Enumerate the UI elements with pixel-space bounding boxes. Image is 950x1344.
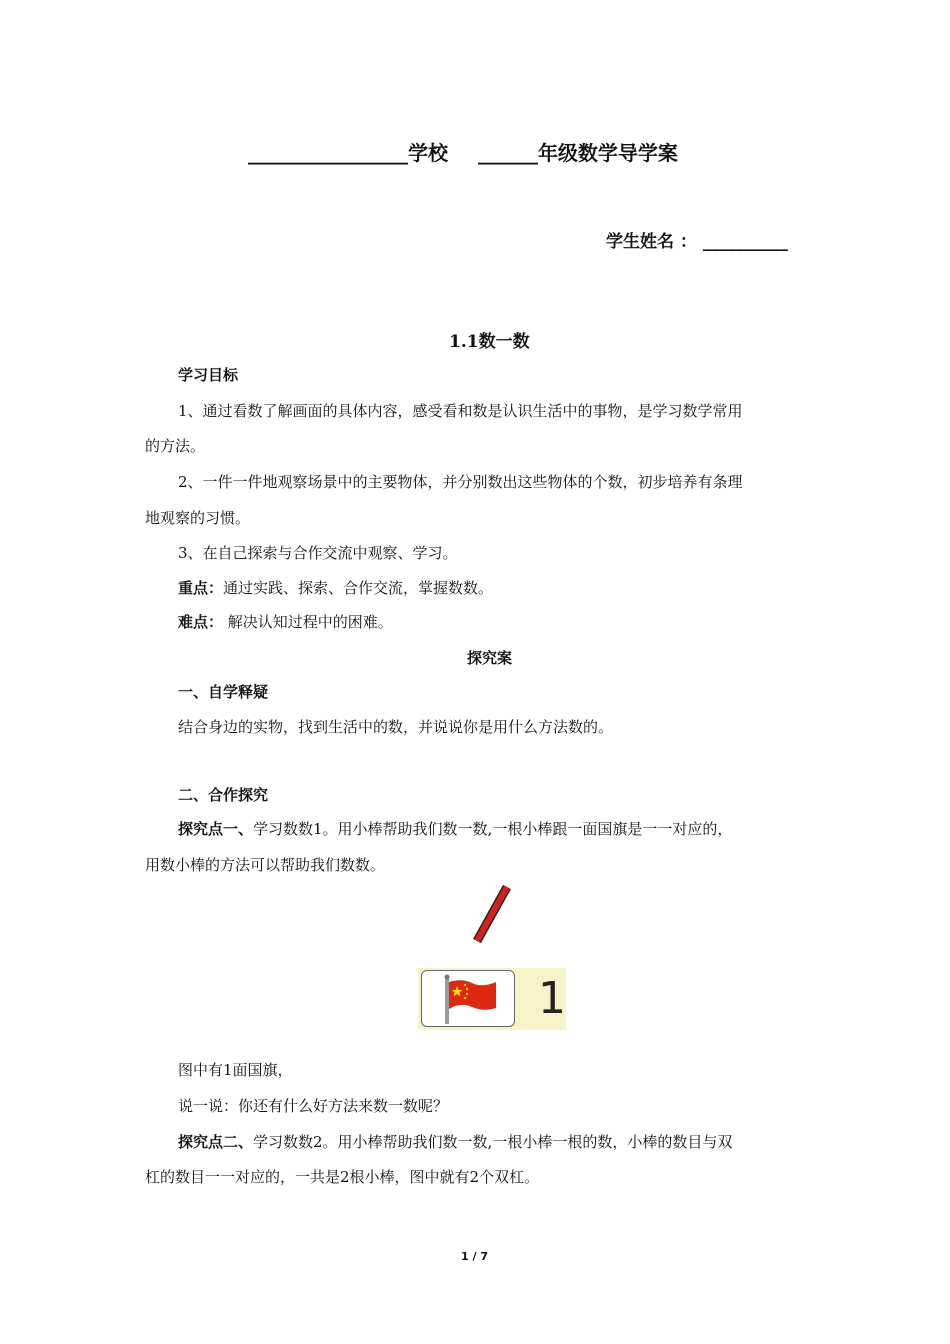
difficult-point-label: 难点： [178, 613, 224, 631]
china-flag-icon [440, 974, 500, 1026]
title-school: 学校 [408, 141, 448, 165]
point1-line2: 用数小棒的方法可以帮助我们数数。 [145, 856, 386, 874]
point1-line1 [178, 818, 732, 839]
difficult-point [178, 611, 393, 632]
objectives-heading: 学习目标 [178, 366, 239, 384]
stick-icon [470, 882, 514, 946]
point2-label: 探究点二、 [178, 1133, 254, 1151]
objective-2-line2: 地观察的习惯。 [145, 509, 251, 527]
section1-text: 结合身边的实物，找到生活中的数，并说说你是用什么方法数的。 [178, 718, 614, 736]
grade-blank[interactable]: ______ [477, 141, 538, 165]
objective-2-line1: 2、一件一件地观察场景中的主要物体，并分别数出这些物体的个数，初步培养有条理 [178, 473, 743, 491]
title-rest: 年级数学导学案 [537, 141, 678, 165]
student-name-blank[interactable]: __________ [702, 232, 788, 252]
student-name-label: 学生姓名 ： [606, 232, 697, 252]
section2-heading: 二、合作探究 [178, 786, 269, 804]
caption-1: 图中有1面国旗， [178, 1061, 293, 1079]
objective-1-line2: 的方法。 [145, 437, 206, 455]
difficult-point-text: 解决认知过程中的困难。 [223, 613, 393, 631]
point2-line1 [178, 1131, 732, 1152]
point2-text: 学习数数2。用小棒帮助我们数一数,一根小棒一根的数，小棒的数目与双 [253, 1133, 733, 1151]
section1-heading: 一、自学释疑 [178, 683, 269, 701]
caption-2: 说一说：你还有什么好方法来数一数呢？ [178, 1097, 449, 1115]
key-point [178, 577, 493, 598]
figure-number: 1 [538, 973, 566, 1024]
lesson-title: 1.1数一数 [449, 332, 530, 352]
explore-title: 探究案 [467, 649, 513, 667]
point1-label: 探究点一、 [178, 820, 254, 838]
school-blank[interactable]: ________________ [248, 141, 408, 165]
objective-3: 3、在自己探索与合作交流中观察、学习。 [178, 544, 458, 562]
student-name-row [606, 227, 788, 252]
key-point-text: 通过实践、探索、合作交流，掌握数数。 [223, 579, 494, 597]
point2-line2: 杠的数目一一对应的，一共是2根小棒，图中就有2个双杠。 [145, 1168, 540, 1186]
key-point-label: 重点： [178, 579, 224, 597]
page-number: 1 / 7 [461, 1250, 488, 1263]
objective-1-line1: 1、通过看数了解画面的具体内容，感受看和数是认识生活中的事物，是学习数学常用 [178, 402, 743, 420]
doc-title [248, 137, 678, 166]
point1-text: 学习数数1。用小棒帮助我们数一数,一根小棒跟一面国旗是一一对应的， [253, 820, 733, 838]
